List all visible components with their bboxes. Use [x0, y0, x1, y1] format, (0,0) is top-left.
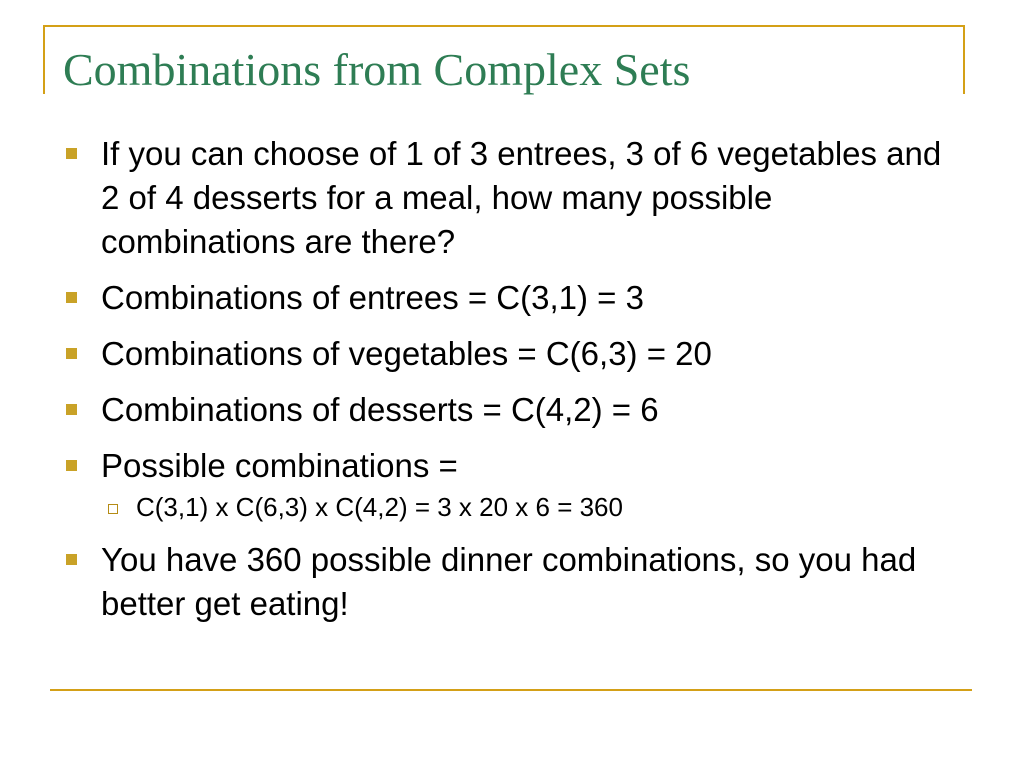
bullet-text: Combinations of vegetables = C(6,3) = 20 [101, 335, 712, 372]
filled-square-bullet-icon [66, 148, 77, 159]
filled-square-bullet-icon [66, 292, 77, 303]
bullet-item-question [66, 132, 966, 264]
bullet-item-conclusion [66, 538, 966, 626]
slide-title: Combinations from Complex Sets [63, 44, 691, 95]
filled-square-bullet-icon [66, 554, 77, 565]
sub-bullet-item-calculation [66, 490, 966, 524]
hollow-square-bullet-icon [108, 504, 118, 514]
bullet-text: Combinations of entrees = C(3,1) = 3 [101, 279, 644, 316]
filled-square-bullet-icon [66, 404, 77, 415]
bullet-item-vegetables [66, 332, 966, 376]
sub-bullet-text: C(3,1) x C(6,3) x C(4,2) = 3 x 20 x 6 = 360 [136, 492, 623, 522]
bullet-text: Combinations of desserts = C(4,2) = 6 [101, 391, 659, 428]
frame-top-line [43, 25, 965, 27]
frame-left-line [43, 25, 45, 94]
bullet-item-entrees [66, 276, 966, 320]
bullet-item-possible-combinations [66, 444, 966, 488]
filled-square-bullet-icon [66, 460, 77, 471]
frame-right-line [963, 25, 965, 94]
slide-content [66, 132, 966, 638]
bullet-text: You have 360 possible dinner combinations, so you had better get eating! [101, 541, 917, 622]
bullet-text: Possible combinations = [101, 447, 458, 484]
frame-bottom-line [50, 689, 972, 691]
bullet-item-desserts [66, 388, 966, 432]
filled-square-bullet-icon [66, 348, 77, 359]
bullet-text: If you can choose of 1 of 3 entrees, 3 of 6 vegetables and 2 of 4 desserts for a meal, how many possible combinations are there? [101, 135, 942, 260]
